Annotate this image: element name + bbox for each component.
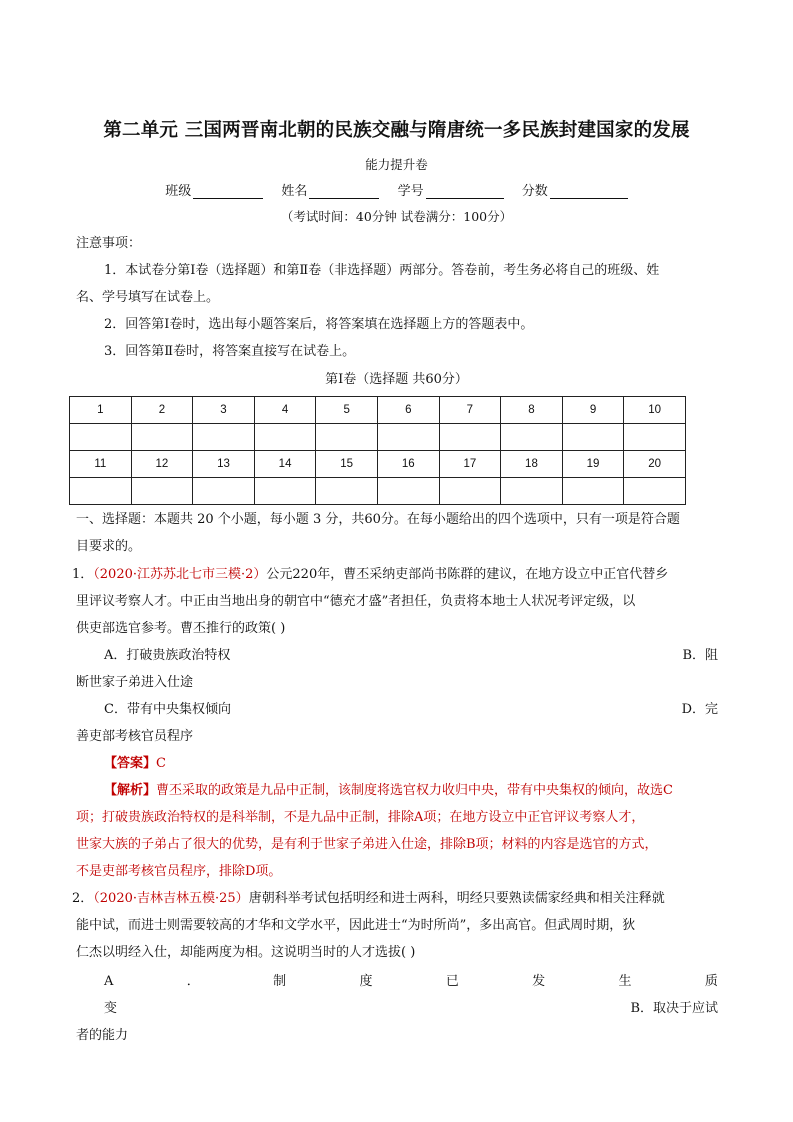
question-number: 2． <box>72 891 94 906</box>
class-label: 班级 <box>165 184 192 199</box>
analysis-text: 曹丕采取的政策是九品中正制，该制度将选官权力收归中央，带有中央集权的倾向，故选C <box>156 783 673 798</box>
question-number-cell: 14 <box>254 451 316 478</box>
option-a[interactable]: A．打破贵族政治特权 <box>104 648 231 663</box>
question-number-cell: 2 <box>131 397 193 424</box>
answer-cell[interactable] <box>501 478 563 505</box>
q1-options-row <box>104 696 718 723</box>
option-a-char: 已 <box>445 974 459 989</box>
question-stem-line: 能中试，而进士则需要较高的才华和文学水平，因此进士“为时所尚”，多出高官。但武周时期，狄 <box>76 918 636 933</box>
student-id-field[interactable] <box>398 180 504 199</box>
analysis-text: 不是吏部考核官员程序，排除D项。 <box>76 864 282 879</box>
answer-table-header-row <box>70 451 686 478</box>
answer-cell[interactable] <box>624 478 686 505</box>
section-instruction <box>76 506 718 560</box>
answer-cell[interactable] <box>131 478 193 505</box>
question-number: 1． <box>72 567 94 582</box>
answer-cell[interactable] <box>562 478 624 505</box>
q1-options-row <box>104 642 718 669</box>
answer-cell[interactable] <box>439 424 501 451</box>
answer-cell[interactable] <box>316 478 378 505</box>
answer-cell[interactable] <box>562 424 624 451</box>
question-2 <box>72 885 720 966</box>
answer-cell[interactable] <box>254 424 316 451</box>
option-a-char: ． <box>186 974 200 989</box>
option-a-continued[interactable]: 变 <box>104 1001 118 1016</box>
answer-table-blank-row <box>70 424 686 451</box>
q1-analysis <box>76 777 718 885</box>
option-b[interactable]: B．阻 <box>682 648 718 663</box>
name-label: 姓名 <box>281 184 308 199</box>
question-stem-line <box>72 885 720 912</box>
question-source: （2020·江苏苏北七市三模·2） <box>93 567 267 582</box>
question-number-cell: 11 <box>70 451 132 478</box>
option-b-continued[interactable]: 断世家子弟进入仕途 <box>76 675 194 690</box>
option-a-char: 发 <box>532 974 546 989</box>
question-stem-line: 仁杰以明经入仕，却能两度为相。这说明当时的人才选拔( ) <box>76 945 416 960</box>
question-number-cell: 15 <box>316 451 378 478</box>
question-text: 唐朝科举考试包括明经和进士两科，明经只要熟读儒家经典和相关注释就 <box>248 891 665 906</box>
class-field[interactable] <box>165 180 263 199</box>
student-id-blank[interactable] <box>426 185 504 199</box>
note-item: 3．回答第Ⅱ卷时，将答案直接写在试卷上。 <box>104 344 356 359</box>
q2-options-row <box>104 995 718 1022</box>
name-field[interactable] <box>281 180 379 199</box>
answer-table-header-row <box>70 397 686 424</box>
option-a-char: 质 <box>704 974 718 989</box>
answer-cell[interactable] <box>70 424 132 451</box>
answer-cell[interactable] <box>501 424 563 451</box>
answer-cell[interactable] <box>193 424 255 451</box>
option-d-continued[interactable]: 善吏部考核官员程序 <box>76 729 194 744</box>
question-number-cell: 16 <box>377 451 439 478</box>
question-number-cell: 20 <box>624 451 686 478</box>
answer-label: 【答案】 <box>104 756 157 771</box>
answer-cell[interactable] <box>624 424 686 451</box>
answer-cell[interactable] <box>131 424 193 451</box>
question-number-cell: 1 <box>70 397 132 424</box>
answer-table <box>69 396 686 505</box>
answer-cell[interactable] <box>439 478 501 505</box>
instruction-line: 一、选择题：本题共 20 个小题，每小题 3 分，共60分。在每小题给出的四个选项中，只有一项是符合题 <box>76 512 680 527</box>
question-number-cell: 19 <box>562 451 624 478</box>
score-blank[interactable] <box>550 185 628 199</box>
question-number-cell: 6 <box>377 397 439 424</box>
question-number-cell: 13 <box>193 451 255 478</box>
question-number-cell: 8 <box>501 397 563 424</box>
name-blank[interactable] <box>309 185 379 199</box>
answer-cell[interactable] <box>70 478 132 505</box>
note-item: 名、学号填写在试卷上。 <box>76 290 220 305</box>
instruction-line: 目要求的。 <box>76 539 142 554</box>
answer-cell[interactable] <box>193 478 255 505</box>
note-item: 1．本试卷分第Ⅰ卷（选择题）和第Ⅱ卷（非选择题）两部分。答卷前，考生务必将自己的班级、姓 <box>104 263 660 278</box>
student-info-fields <box>0 180 793 199</box>
answer-cell[interactable] <box>254 478 316 505</box>
question-number-cell: 10 <box>624 397 686 424</box>
option-b-continued[interactable]: 者的能力 <box>76 1028 129 1043</box>
student-id-label: 学号 <box>397 184 424 199</box>
question-stem-line: 里评议考察人才。中正由当地出身的朝官中“德充才盛”者担任，负责将本地士人状况考评定级，以 <box>76 594 636 609</box>
answer-cell[interactable] <box>377 478 439 505</box>
class-blank[interactable] <box>193 185 263 199</box>
question-number-cell: 7 <box>439 397 501 424</box>
question-text: 公元220年，曹丕采纳吏部尚书陈群的建议，在地方设立中正官代替乡 <box>266 567 669 582</box>
page-subtitle: 能力提升卷 <box>365 157 428 172</box>
option-d[interactable]: D．完 <box>681 702 718 717</box>
notes-heading: 注意事项： <box>76 236 142 251</box>
page-title: 第二单元 三国两晋南北朝的民族交融与隋唐统一多民族封建国家的发展 <box>103 120 690 141</box>
answer-cell[interactable] <box>316 424 378 451</box>
q1-answer <box>104 750 746 777</box>
question-number-cell: 3 <box>193 397 255 424</box>
option-a-char: 度 <box>359 974 373 989</box>
analysis-text: 项；打破贵族政治特权的是科举制，不是九品中正制，排除A项；在地方设立中正官评议考察人才， <box>76 810 645 825</box>
question-stem-line <box>72 561 720 588</box>
answer-table-blank-row <box>70 478 686 505</box>
question-1 <box>72 561 720 642</box>
analysis-label: 【解析】 <box>104 783 157 798</box>
question-number-cell: 12 <box>131 451 193 478</box>
question-number-cell: 18 <box>501 451 563 478</box>
option-a-char: 制 <box>273 974 287 989</box>
answer-cell[interactable] <box>377 424 439 451</box>
question-number-cell: 5 <box>316 397 378 424</box>
option-a[interactable] <box>104 968 718 995</box>
analysis-text: 世家大族的子弟占了很大的优势，是有利于世家子弟进入仕途，排除B项；材料的内容是选官的方式， <box>76 837 658 852</box>
option-a-char: A <box>104 974 114 989</box>
question-number-cell: 9 <box>562 397 624 424</box>
exam-info: （考试时间：40分钟 试卷满分：100分） <box>280 209 513 224</box>
question-number-cell: 4 <box>254 397 316 424</box>
score-field[interactable] <box>522 180 628 199</box>
option-b[interactable]: B．取决于应试 <box>630 1001 718 1016</box>
note-item: 2．回答第Ⅰ卷时，选出每小题答案后，将答案填在选择题上方的答题表中。 <box>104 317 534 332</box>
question-number-cell: 17 <box>439 451 501 478</box>
question-stem-line: 供吏部选官参考。曹丕推行的政策( ) <box>76 621 286 636</box>
section-title: 第Ⅰ卷（选择题 共60分） <box>325 372 468 387</box>
option-a-char: 生 <box>618 974 632 989</box>
option-c[interactable]: C．带有中央集权倾向 <box>104 702 231 717</box>
answer-value: C <box>156 756 166 771</box>
question-source: （2020·吉林吉林五模·25） <box>93 891 249 906</box>
score-label: 分数 <box>521 184 548 199</box>
